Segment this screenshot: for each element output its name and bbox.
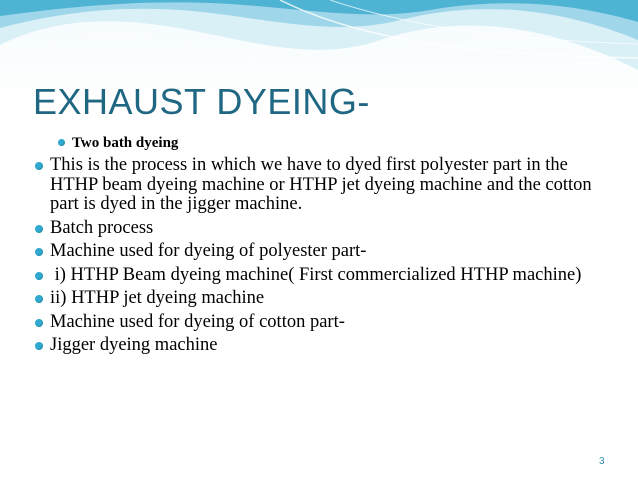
sub-bullet-item	[72, 134, 178, 152]
bullet-icon	[35, 162, 43, 170]
list-item	[50, 289, 610, 309]
list-item	[50, 266, 610, 286]
sub-bullet-text: Two bath dyeing	[72, 135, 179, 151]
list-item	[50, 219, 610, 239]
bullet-list	[50, 156, 610, 360]
bullet-icon	[35, 248, 43, 256]
list-item-text: Machine used for dyeing of cotton part-	[50, 311, 345, 332]
list-item	[50, 156, 610, 215]
bullet-icon	[35, 272, 43, 280]
bullet-icon	[35, 225, 43, 233]
list-item	[50, 313, 610, 333]
bullet-icon	[35, 342, 43, 350]
list-item-text: i) HTHP Beam dyeing machine( First commercialized HTHP machine)	[50, 264, 582, 285]
list-item-text: Machine used for dyeing of polyester part-	[50, 241, 367, 261]
list-item-text: ii) HTHP jet dyeing machine	[50, 288, 265, 308]
list-item	[50, 242, 610, 262]
list-item-text: Batch process	[50, 217, 154, 238]
list-item-text: Jigger dyeing machine	[50, 335, 218, 355]
slide-title: EXHAUST DYEING-	[33, 81, 370, 122]
bullet-icon	[35, 295, 43, 303]
list-item	[50, 336, 610, 356]
list-item-text: This is the process in which we have to dyed first polyester part in the HTHP beam dyeing machine or HTHP jet dyeing machine and the cotton part is dyed in the jigger machine.	[50, 155, 592, 214]
bullet-icon	[58, 139, 65, 146]
page-number: 3	[599, 456, 605, 467]
bullet-icon	[35, 319, 43, 327]
header-wave-decoration	[0, 0, 638, 80]
